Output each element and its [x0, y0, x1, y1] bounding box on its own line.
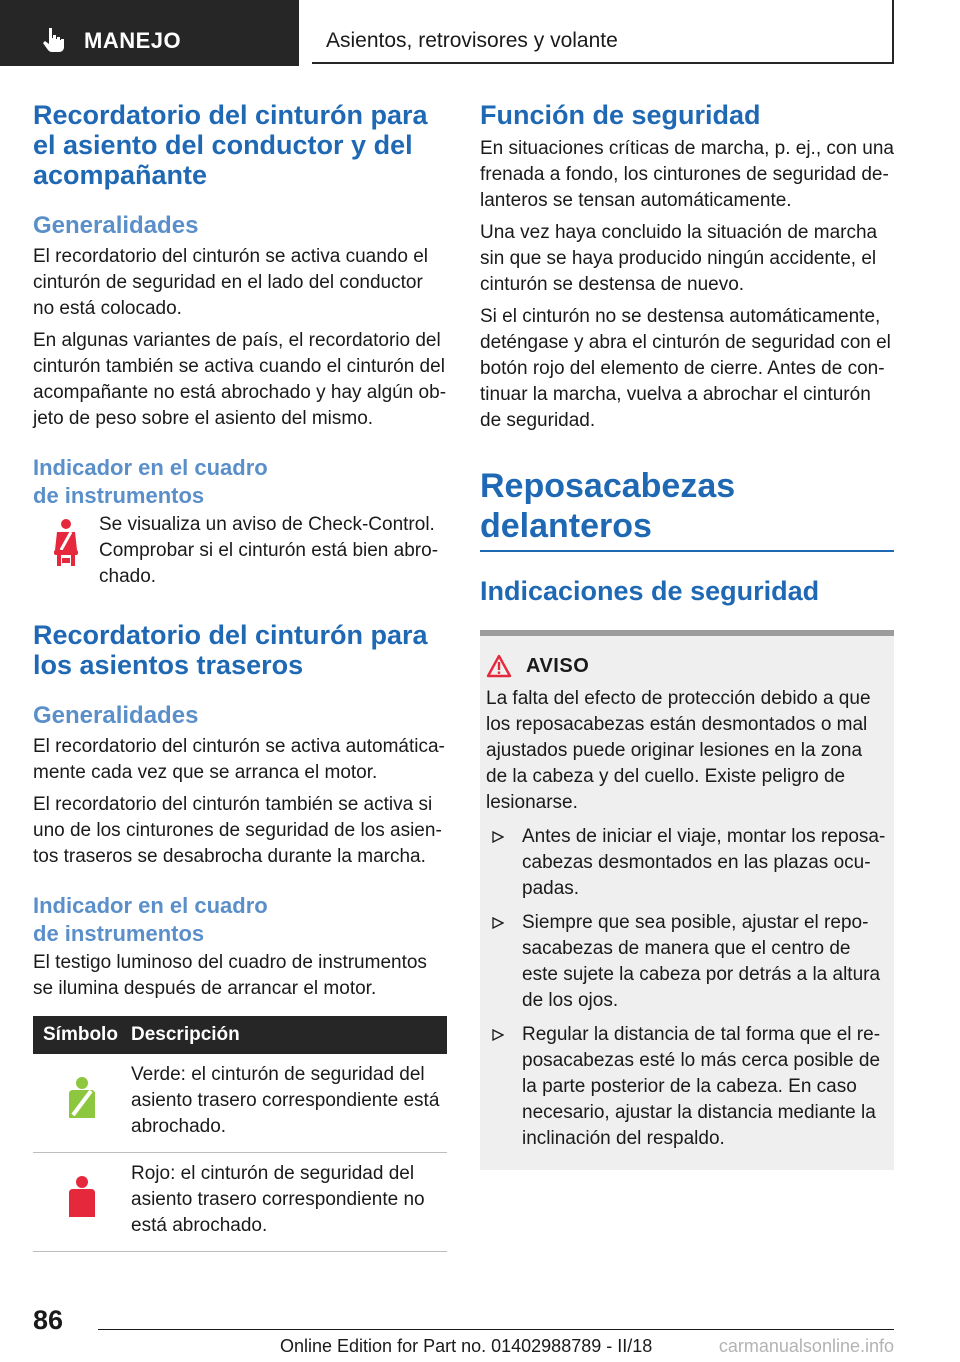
list-item	[486, 1022, 886, 1152]
check-control-row	[33, 512, 447, 590]
general-heading-1: Generalidades	[33, 212, 199, 239]
seatbelt-warning-icon	[51, 518, 81, 568]
warning-header	[486, 654, 886, 678]
indicator-2-text: El testigo luminoso del cuadro de instrumentos se ilumina después de arrancar el motor.	[33, 952, 427, 999]
check-control-text: Se visualiza un aviso de Check-Control. Comprobar si el cinturón está bien abrochado.	[99, 514, 439, 587]
green-description: Verde: el cinturón de seguridad del asiento trasero correspondiente está abrochado.	[131, 1064, 440, 1137]
edition-text: Online Edition for Part no. 01402988789 - II/18	[280, 1336, 653, 1356]
bullet-triangle-icon	[492, 917, 504, 929]
bullet-triangle-icon	[492, 831, 504, 843]
rear-belt-reminder-heading: Recordatorio del cinturón para los asientos traseros	[33, 620, 428, 680]
chapter-title: Asientos, retrovisores y volante	[326, 29, 618, 52]
bullet-triangle-icon	[492, 1029, 504, 1041]
general-heading-2: Generalidades	[33, 702, 199, 729]
chapter-box	[312, 0, 894, 64]
table-row	[33, 1153, 447, 1252]
red-description: Rojo: el cinturón de seguridad del asiento trasero correspondiente no está abrochado.	[131, 1163, 425, 1236]
indicator-heading-1-line1: Indicador en el cuadro	[33, 455, 268, 480]
safety-function-heading: Función de seguridad	[480, 100, 761, 130]
green-belt-icon	[65, 1076, 99, 1120]
indicator-heading-2-line1: Indicador en el cuadro	[33, 893, 268, 918]
list-item	[486, 824, 886, 902]
section-tab	[0, 0, 299, 66]
headrest-heading: Reposacabezas delanteros	[480, 467, 736, 545]
indicator-heading-1	[33, 454, 447, 510]
warning-triangle-icon	[486, 654, 512, 678]
warning-bullet-2: Siempre que sea posible, ajustar el reposacabezas de manera que el centro de este sujete la cabeza por detrás a la altura de los ojos.	[522, 912, 881, 1011]
safety-notes-heading: Indicaciones de seguridad	[480, 576, 820, 606]
heading-rule	[480, 550, 894, 552]
safety-paragraph-1: En situaciones críticas de marcha, p. ej., con una frenada a fondo, los cinturones de seguridad delanteros se tensan automáticamente.	[480, 138, 894, 211]
safety-paragraph-2: Una vez haya concluido la situación de marcha sin que se haya producido ningún accidente, el cinturón se destensa de nuevo.	[480, 222, 878, 295]
right-column	[480, 100, 894, 1170]
list-item	[486, 910, 886, 1014]
watermark: carmanualsonline.info	[718, 1336, 894, 1356]
warning-bullet-1: Antes de iniciar el viaje, montar los reposacabezas desmontados en las plazas ocupadas.	[522, 826, 886, 899]
section-title: MANEJO	[84, 28, 182, 53]
warning-text: La falta del efecto de protección debido a que los reposacabezas están desmontados o mal ajustados puede originar lesiones en la zona de la cabeza y del cuello. Existe peligro de lesionarse.	[486, 688, 871, 813]
general-2-paragraph-2: El recordatorio del cinturón también se activa si uno de los cinturones de seguridad de los asientos traseros se desabrocha durante la marcha.	[33, 794, 442, 867]
footer-rule	[98, 1329, 894, 1330]
general-1-paragraph-2: En algunas variantes de país, el recordatorio del cinturón también se activa cuando el cinturón del acompañante no está abrochado y hay algún objeto de peso sobre el asiento del mismo.	[33, 330, 447, 429]
page-number: 86	[33, 1305, 64, 1335]
left-column	[33, 100, 447, 1252]
general-1-paragraph-1: El recordatorio del cinturón se activa cuando el cinturón de seguridad en el lado del conductor no está colocado.	[33, 246, 429, 319]
general-2-paragraph-1: El recordatorio del cinturón se activa automáticamente cada vez que se arranca el motor.	[33, 736, 445, 783]
warning-bullet-3: Regular la distancia de tal forma que el reposacabezas esté lo más cerca posible de la parte posterior de la cabeza. En caso necesario, ajustar la distancia mediante la inclinación del respaldo.	[522, 1024, 881, 1149]
indicator-heading-2-line2: de instrumentos	[33, 921, 205, 946]
safety-paragraph-3: Si el cinturón no se destensa automáticamente, deténgase y abra el cinturón de seguridad con el botón rojo del elemento de cierre. Antes de continuar la marcha, vuelva a abrochar el cinturón de seguridad.	[480, 306, 891, 431]
indicator-heading-1-line2: de instrumentos	[33, 483, 205, 508]
indicator-heading-2	[33, 892, 447, 948]
hand-icon	[40, 26, 66, 52]
symbol-table	[33, 1016, 447, 1252]
symbol-table-header	[33, 1016, 447, 1054]
driver-belt-reminder-heading: Recordatorio del cinturón para el asiento del conductor y del acompañante	[33, 100, 428, 190]
description-column-header: Descripción	[131, 1016, 447, 1054]
table-row	[33, 1054, 447, 1153]
warning-box	[480, 630, 894, 1170]
warning-label: AVISO	[526, 654, 590, 677]
red-person-icon	[65, 1175, 99, 1219]
symbol-column-header: Símbolo	[33, 1016, 131, 1054]
